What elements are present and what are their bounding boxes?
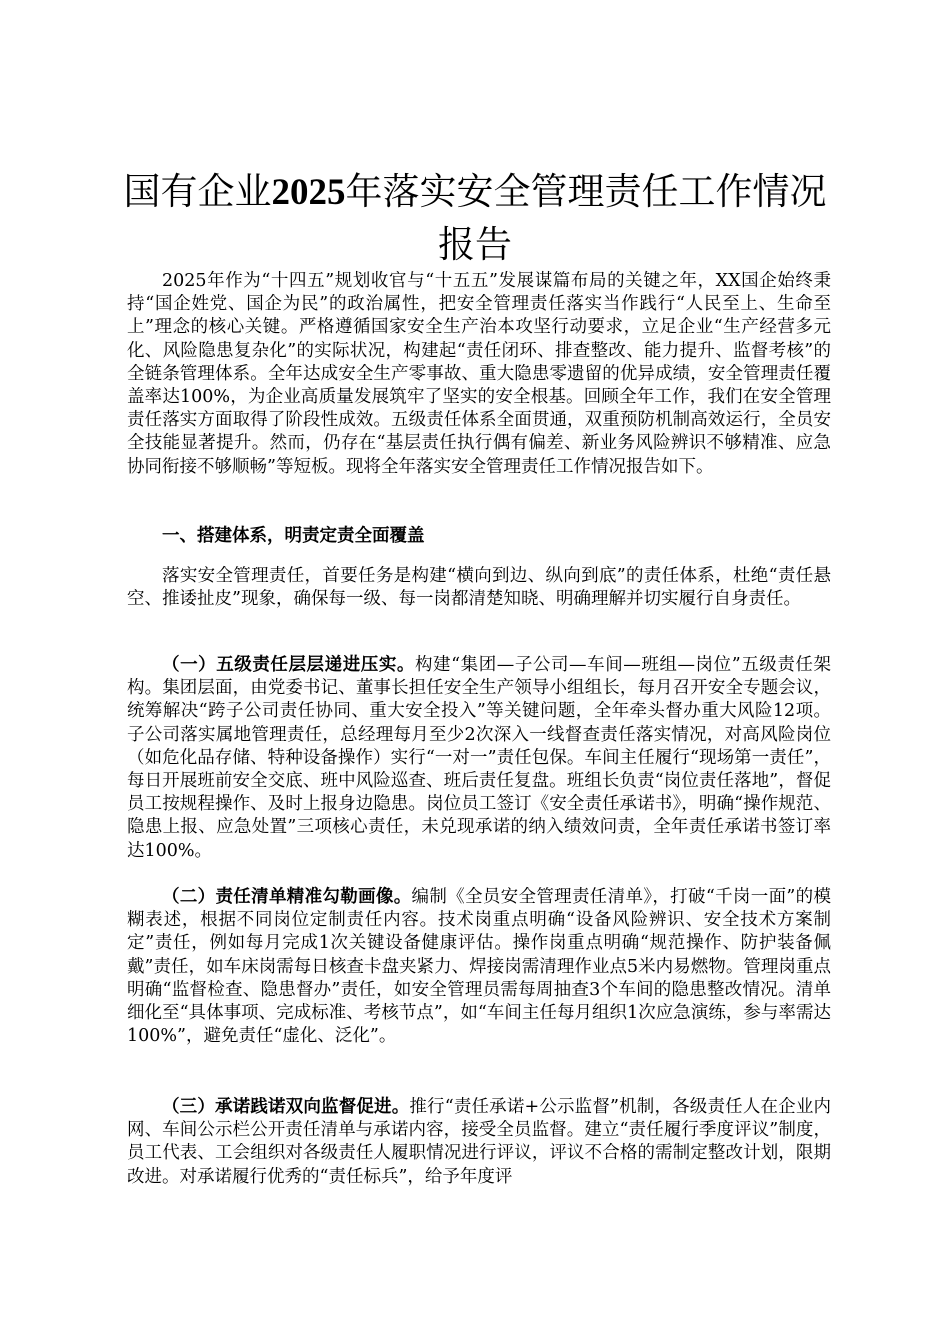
item3-paragraph bbox=[127, 1096, 831, 1189]
item2-text: 编制《全员安全管理责任清单》，打破“千岗一面”的模糊表述，根据不同岗位定制责任内容。技术岗重点明确“设备风险辨识、安全技术方案制定”责任，例如每月完成1次关键设备健康评估。操作岗重点明确“规范操作、防护装备佩戴”责任，如车床岗需每日核查卡盘夹紧力、焊接岗需清理作业点5米内易燃物。管理岗重点明确“监督检查、隐患督办”责任，如安全管理员需每周抽查3个车间的隐患整改情况。清单细化至“具体事项、完成标准、考核节点”，如“车间主任每月组织1次应急演练，参与率需达100%”，避免责任“虚化、泛化”。 bbox=[127, 887, 831, 1047]
intro-paragraph: 2025年作为“十四五”规划收官与“十五五”发展谋篇布局的关键之年，XX国企始终秉持“国企姓党、国企为民”的政治属性，把安全管理责任落实当作践行“人民至上、生命至上”理念的核心关键。严格遵循国家安全生产治本攻坚行动要求，立足企业“生产经营多元化、风险隐患复杂化”的实际状况，构建起“责任闭环、排查整改、能力提升、监督考核”的全链条管理体系。全年达成安全生产零事故、重大隐患零遗留的优异成绩，安全管理责任覆盖率达100%，为企业高质量发展筑牢了坚实的安全根基。回顾全年工作，我们在安全管理责任落实方面取得了阶段性成效。五级责任体系全面贯通，双重预防机制高效运行，全员安全技能显著提升。然而，仍存在“基层责任执行偶有偏差、新业务风险辨识不够精准、应急协同衔接不够顺畅”等短板。现将全年落实安全管理责任工作情况报告如下。 bbox=[127, 271, 831, 477]
title-line2: 报告 bbox=[438, 223, 512, 266]
item1-text: 构建“集团—子公司—车间—班组—岗位”五级责任架构。集团层面，由党委书记、董事长担任安全生产领导小组组长，每月召开安全专题会议，统筹解决“跨子公司责任协同、重大安全投入”等关键问题，全年牵头督办重大风险12项。子公司落实属地管理责任，总经理每月至少2次深入一线督查责任落实情况，对高风险岗位（如危化品存储、特种设备操作）实行“一对一”责任包保。车间主任履行“现场第一责任”，每日开展班前安全交底、班中风险巡查、班后责任复盘。班组长负责“岗位责任落地”，督促员工按规程操作、及时上报身边隐患。岗位员工签订《安全责任承诺书》，明确“操作规范、隐患上报、应急处置”三项核心责任，未兑现承诺的纳入绩效问责，全年责任承诺书签订率达100%。 bbox=[127, 655, 831, 861]
item1-lead: （一）五级责任层层递进压实。 bbox=[162, 655, 415, 675]
section1-intro-paragraph: 落实安全管理责任，首要任务是构建“横向到边、纵向到底”的责任体系，杜绝“责任悬空、推诿扯皮”现象，确保每一级、每一岗都清楚知晓、明确理解并切实履行自身责任。 bbox=[127, 566, 831, 610]
title-prefix: 国有企业 bbox=[123, 170, 272, 213]
item2-lead: （二）责任清单精准勾勒画像。 bbox=[162, 887, 412, 907]
item3-text: 推行“责任承诺+公示监督”机制，各级责任人在企业内网、车间公示栏公开责任清单与承诺内容，接受全员监督。建立“责任履行季度评议”制度，员工代表、工会组织对各级责任人履职情况进行评议，评议不合格的需制定整改计划，限期改进。对承诺履行优秀的“责任标兵”，给予年度评 bbox=[127, 1097, 831, 1187]
section1-heading: 一、搭建体系，明责定责全面覆盖 bbox=[162, 526, 425, 546]
document-title bbox=[120, 166, 830, 271]
item2-paragraph bbox=[127, 886, 831, 1048]
title-year: 2025 bbox=[271, 172, 346, 213]
item1-paragraph bbox=[127, 654, 831, 863]
item3-lead: （三）承诺践诺双向监督促进。 bbox=[162, 1097, 410, 1117]
title-suffix: 年落实安全管理责任工作情况 bbox=[345, 170, 827, 213]
